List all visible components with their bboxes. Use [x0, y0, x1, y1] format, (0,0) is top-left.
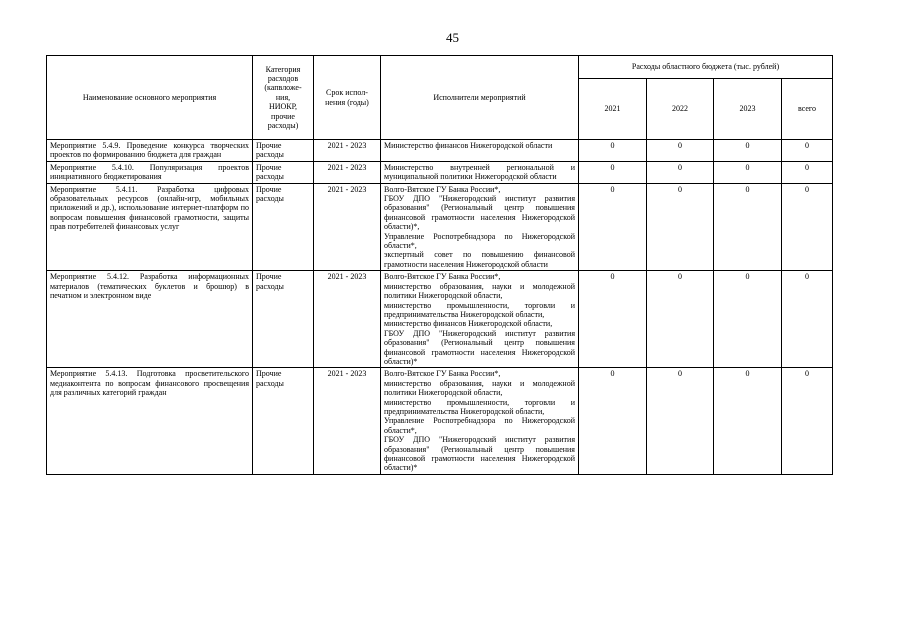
value-2021: 0	[579, 183, 647, 271]
value-total: 0	[782, 161, 833, 183]
table-row	[47, 183, 833, 271]
executor-item: Министерство внутренней региональной и муниципальной политики Нижегородской области	[384, 162, 575, 182]
value-2021: 0	[579, 271, 647, 368]
executor-item: министерство образования, науки и молодежной политики Нижегородской области,	[384, 378, 575, 398]
value-2022: 0	[647, 271, 714, 368]
header-name: Наименование основного мероприятия	[47, 56, 253, 140]
value-2023: 0	[714, 140, 782, 162]
activity-name: Мероприятие 5.4.11. Разработка цифровых образовательных ресурсов (онлайн-игр, мобильных приложений и др.), использование интернет-платформ по вопросам повышения финансовой грамотности, защиты прав потребителей финансовых услуг	[47, 183, 253, 271]
expense-category	[253, 140, 314, 162]
value-total: 0	[782, 183, 833, 271]
category-line: расходы	[256, 172, 284, 182]
expense-category	[253, 368, 314, 474]
activity-name: Мероприятие 5.4.10. Популяризация проектов инициативного бюджетирования	[47, 161, 253, 183]
category-line: Прочие	[256, 162, 282, 172]
executor-item: экспертный совет по повышению финансовой грамотности населения Нижегородской области	[384, 250, 575, 269]
executor-item: Волго-Вятское ГУ Банка России*,	[384, 369, 501, 379]
value-total: 0	[782, 271, 833, 368]
header-executors: Исполнители мероприятий	[381, 56, 579, 140]
category-line: Прочие	[256, 141, 282, 150]
executor-item: ГБОУ ДПО "Нижегородский институт развития образования" (Региональный центр повышения финансовой грамотности населения Нижегородской области)*	[384, 328, 575, 366]
executor-item: ГБОУ ДПО "Нижегородский институт развития образования" (Региональный центр повышения финансовой грамотности населения Нижегородской области)*,	[384, 194, 575, 232]
executor-item: Управление Роспотребнадзора по Нижегородской области*,	[384, 231, 575, 251]
execution-term: 2021 - 2023	[314, 140, 381, 162]
header-category: Категория расходов (капвложе- ния, НИОКР, прочие расходы)	[253, 56, 314, 140]
value-2022: 0	[647, 183, 714, 271]
execution-term: 2021 - 2023	[314, 161, 381, 183]
category-line: расходы	[256, 281, 284, 291]
execution-term: 2021 - 2023	[314, 183, 381, 271]
executor-item: Волго-Вятское ГУ Банка России*,	[384, 184, 501, 194]
executors	[381, 183, 579, 271]
header-year-2022: 2022	[647, 79, 714, 140]
value-2023: 0	[714, 368, 782, 474]
category-line: Прочие	[256, 184, 282, 194]
value-2021: 0	[579, 368, 647, 474]
executors	[381, 161, 579, 183]
executor-item: министерство промышленности, торговли и предпринимательства Нижегородской области,	[384, 300, 575, 319]
value-total: 0	[782, 140, 833, 162]
category-line: расходы	[256, 194, 284, 204]
table-row	[47, 271, 833, 368]
category-line: Прочие	[256, 369, 282, 379]
activity-name: Мероприятие 5.4.9. Проведение конкурса творческих проектов по формированию бюджета для граждан	[47, 140, 253, 162]
expense-category	[253, 183, 314, 271]
value-2022: 0	[647, 161, 714, 183]
table-row	[47, 368, 833, 474]
value-2023: 0	[714, 183, 782, 271]
header-total: всего	[782, 79, 833, 140]
header-budget: Расходы областного бюджета (тыс. рублей)	[579, 56, 833, 79]
executor-item: министерство образования, науки и молодежной политики Нижегородской области,	[384, 281, 575, 301]
value-2021: 0	[579, 161, 647, 183]
value-2021: 0	[579, 140, 647, 162]
expense-category	[253, 161, 314, 183]
executor-item: министерство промышленности, торговли и предпринимательства Нижегородской области,	[384, 397, 575, 416]
table-row	[47, 140, 833, 162]
value-2023: 0	[714, 161, 782, 183]
execution-term: 2021 - 2023	[314, 368, 381, 474]
execution-term: 2021 - 2023	[314, 271, 381, 368]
executor-item: министерство финансов Нижегородской области,	[384, 319, 553, 329]
executor-item: Управление Роспотребнадзора по Нижегородской области*,	[384, 416, 575, 435]
executor-item: ГБОУ ДПО "Нижегородский институт развития образования" (Региональный центр повышения финансовой грамотности населения Нижегородской области)*	[384, 435, 575, 473]
category-line: расходы	[256, 378, 284, 388]
executors	[381, 140, 579, 162]
executors	[381, 368, 579, 474]
activities-table	[46, 55, 833, 475]
activity-name: Мероприятие 5.4.13. Подготовка просветительского медиаконтента по вопросам финансового просвещения для различных категорий граждан	[47, 368, 253, 474]
executors	[381, 271, 579, 368]
category-line: Прочие	[256, 272, 282, 282]
value-total: 0	[782, 368, 833, 474]
activity-name: Мероприятие 5.4.12. Разработка информационных материалов (тематических буклетов и брошюр) в печатном и электронном виде	[47, 271, 253, 368]
value-2023: 0	[714, 271, 782, 368]
executor-item: Волго-Вятское ГУ Банка России*,	[384, 272, 501, 282]
header-year-2021: 2021	[579, 79, 647, 140]
value-2022: 0	[647, 368, 714, 474]
executor-item: Министерство финансов Нижегородской области	[384, 141, 553, 150]
header-year-2023: 2023	[714, 79, 782, 140]
header-term: Срок испол- нения (годы)	[314, 56, 381, 140]
table-row	[47, 161, 833, 183]
page-number: 45	[446, 30, 459, 45]
category-line: расходы	[256, 150, 284, 160]
expense-category	[253, 271, 314, 368]
value-2022: 0	[647, 140, 714, 162]
